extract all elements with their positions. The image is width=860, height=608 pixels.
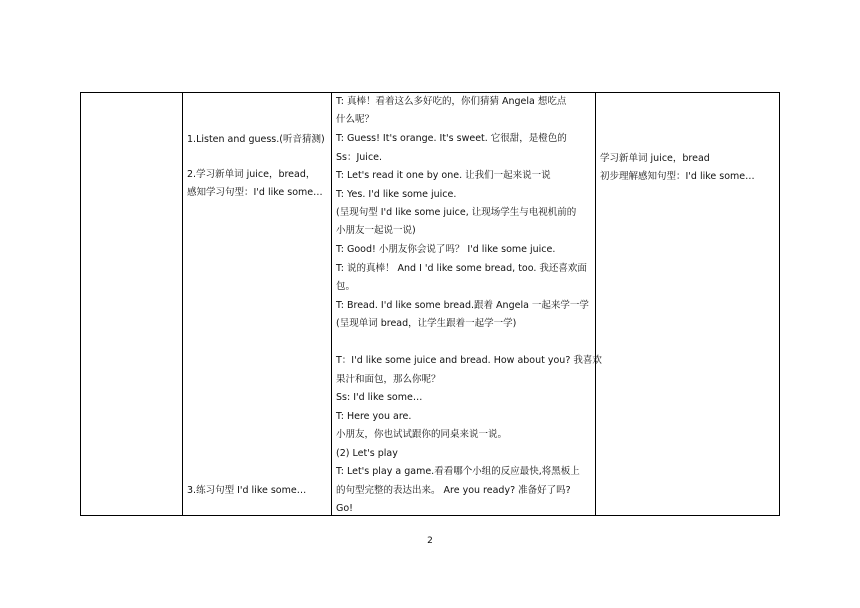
column-divider-2	[331, 92, 332, 516]
dialogue-line: Ss：Juice.	[336, 152, 383, 163]
dialogue-line: T: Good! 小朋友你会说了吗？ I'd like some juice.	[336, 244, 556, 255]
dialogue-line: (呈现单词 bread，让学生跟着一起学一学)	[336, 318, 517, 329]
intent-new-words: 学习新单词 juice，bread	[600, 153, 710, 164]
table-top-border	[80, 92, 780, 93]
step-learn-words: 2.学习新单词 juice，bread，	[187, 169, 316, 180]
page-number: 2	[427, 536, 433, 546]
lesson-table	[80, 92, 780, 516]
step-perceive-pattern: 感知学习句型：I'd like some…	[187, 187, 323, 198]
dialogue-line: T: 真棒！看着这么多好吃的，你们猜猜 Angela 想吃点	[336, 96, 567, 107]
column-divider-3	[595, 92, 596, 516]
dialogue-line: 果汁和面包，那么你呢？	[336, 374, 441, 385]
column-divider-1	[182, 92, 183, 516]
dialogue-line: 的句型完整的表达出来。 Are you ready? 准备好了吗?	[336, 485, 571, 496]
table-bottom-border	[80, 515, 780, 516]
dialogue-line: T: Guess! It's orange. It's sweet. 它很甜，是橙色的	[336, 133, 567, 144]
dialogue-line: Go!	[336, 503, 353, 514]
dialogue-line: T: Bread. I'd like some bread.跟着 Angela 一起来学一学	[336, 300, 589, 311]
dialogue-line: T：I'd like some juice and bread. How about you? 我喜欢	[336, 355, 602, 366]
dialogue-line: T: Yes. I'd like some juice.	[336, 189, 457, 200]
dialogue-line: (2) Let's play	[336, 448, 398, 459]
table-right-border	[779, 92, 780, 516]
dialogue-line: T: 说的真棒！ And I 'd like some bread, too. 我还喜欢面	[336, 263, 587, 274]
table-left-border	[80, 92, 81, 516]
dialogue-line: T: Let's read it one by one. 让我们一起来说一说	[336, 170, 551, 181]
step-practice-pattern: 3.练习句型 I'd like some…	[187, 485, 307, 496]
dialogue-line: 小朋友一起说一说)	[336, 225, 416, 236]
dialogue-line: (呈现句型 I'd like some juice, 让现场学生与电视机前的	[336, 207, 577, 218]
dialogue-line: T: Here you are.	[336, 411, 412, 422]
dialogue-line: Ss: I'd like some…	[336, 392, 423, 403]
dialogue-line: 包。	[336, 281, 356, 292]
step-listen-guess: 1.Listen and guess.(听音猜测)	[187, 134, 325, 145]
intent-sentence-pattern: 初步理解感知句型：I'd like some…	[600, 171, 755, 182]
dialogue-line: 小朋友，你也试试跟你的同桌来说一说。	[336, 429, 508, 440]
dialogue-line: T: Let's play a game.看看哪个小组的反应最快,将黑板上	[336, 466, 580, 477]
dialogue-line: 什么呢？	[336, 114, 375, 125]
